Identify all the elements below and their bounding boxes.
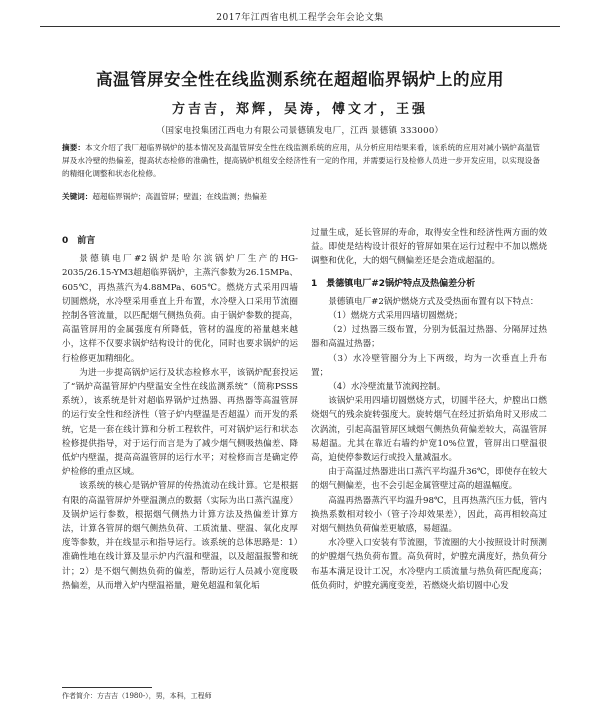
keywords-text: 超超临界锅炉；高温管屏；壁温；在线监测；热偏差 [92, 192, 268, 201]
author-footnote: 作者简介：方吉吉（1980-），男，本科，工程师 [62, 692, 212, 700]
paragraph: 由于高温过热器进出口蒸汽平均温升36℃，即使存在较大的烟气侧偏差，也不会引起金属管壁过高的超温幅度。 [311, 467, 547, 492]
abstract-text: 本文介绍了我厂超临界锅炉的基本情况及高温管屏安全性在线监测系统的应用，从分析应用结果来看，该系统的应用对减小锅炉高温管屏及水冷壁的热偏差，提高状态检修的准确性，提高锅炉机组安全经济性有一定的作用，并需要运行及检修人员进一步开发应用，以实现设备的精细化调整和状态化检修。 [62, 143, 540, 178]
list-item: （1）燃烧方式采用四墙切圆燃烧； [328, 311, 463, 322]
abstract-label: 摘要： [62, 143, 86, 152]
paragraph: 该系统的核心是锅炉管屏的传热流动在线计算。它是根据有限的高温管屏炉外壁温测点的数据（实际为出口蒸汽温度）及锅炉运行参数，根据烟气侧热力计算方法及热偏差计算方法，计算各管屏的烟气侧热负荷、工质流量、壁温、氧化皮厚度等参数，并在线显示和指导运行。该系统的总体思路是：1）准确性地在线计算及显示炉内汽温和壁温，以及超温报警和统计；2）是不烟气侧热负荷的偏差，帮助运行人员减小宽度吸热偏差，从而增入炉内壁温裕量，避免超温和氧化垢 [62, 481, 298, 591]
paper-title: 高温管屏安全性在线监测系统在超超临界锅炉上的应用 [96, 70, 504, 89]
affiliation: （国家电投集团江西电力有限公司景德镇发电厂，江西 景德镇 333000） [156, 126, 444, 136]
paragraph-continued: 过量生成，延长管屏的寿命，取得安全性和经济性两方面的效益。即使是结构设计很好的管屏如果在运行过程中不加以燃烧调整和优化，大的烟气侧偏差还是会造成超温的。 [311, 228, 547, 267]
paragraph: 高温再热器蒸汽平均温升98℃，且再热蒸汽压力低，管内换热系数相对较小（管子冷却效果差），因此，高再相较高过对烟气侧热负荷偏差更敏感，易超温。 [311, 495, 547, 535]
section-0-heading: 0 前言 [62, 236, 96, 246]
keywords [62, 190, 540, 203]
abstract [62, 141, 540, 180]
paragraph: 水冷壁入口安装有节流圈，节流圈的大小按照设计时预测的炉膛烟气热负荷布置。高负荷时，炉膛充满度好，热负荷分布基本满足设计工况，水冷壁内工质流量与热负荷匹配度高；低负荷时，炉膛充满度变差，若燃烧火焰切圆中心发 [311, 538, 547, 591]
list-item: （3）水冷壁管圈分为上下两级，均为一次垂直上升布置； [311, 353, 547, 378]
right-column [311, 226, 547, 593]
author-list: 方吉吉，郑辉，吴涛，傅文才，王强 [171, 102, 428, 117]
header-rule [40, 26, 560, 27]
footnote-rule [62, 687, 152, 688]
list-item: （4）水冷壁流量节流阀控制。 [328, 382, 446, 393]
paragraph: 该锅炉采用四墙切圆燃烧方式，切圆半径大，炉膛出口燃烧烟气的残余旋转强度大。旋转烟气在经过折焰角时又形成二次涡流，引起高温管屏区域烟气侧热负荷偏差较大，高温管屏易超温。尤其在靠近右墙约炉宽10%位置，管屏出口壁温很高，迫使停参数运行或投入量减温水。 [311, 396, 547, 464]
list-item: （2）过热器三级布置，分别为低温过热器、分隔屏过热器和高温过热器； [311, 325, 547, 350]
paragraph: 景德镇电厂#2锅炉燃烧方式及受热面布置有以下特点： [328, 296, 539, 307]
left-column [62, 226, 298, 593]
keywords-label: 关键词： [62, 192, 93, 201]
paragraph: 为进一步提高锅炉运行及状态检修水平，该锅炉配套投运了“锅炉高温管屏炉内壁温安全性在线监测系统”（简称PSSS系统），该系统是针对超临界锅炉过热器、再热器等高温管屏的运行安全性和经济性（管子炉内壁温是否超温）而开发的系统，它是一套在线计算和分析工程软件，可对锅炉运行和状态检修提供指导，对于运行而言是为了减少烟气侧吸热偏差、降低炉内壁温，提高高温管屏的运行水平；对检修而言是确定停炉检修的重点区域。 [62, 367, 298, 478]
running-header: 2017年江西省电机工程学会年会论文集 [216, 13, 384, 23]
paragraph: 景德镇电厂#2锅炉是哈尔滨锅炉厂生产的HG-2035/26.15-YM3超超临界锅炉，主蒸汽参数为26.15MPa、605℃，再热蒸汽为4.88MPa、605℃。燃烧方式采用四墙切圆燃烧，水冷壁采用垂直上升布置，水冷壁入口采用节流圈控制各管流量，以匹配烟气侧热负荷。由于锅炉参数的提高，高温管屏用的金属强度有所降低，管材的温度的裕量越来越小，这样不仅要求锅炉结构设计的优化，同时也要求锅炉的运行检修更加精细化。 [62, 254, 298, 364]
section-1-heading: 1 景德镇电厂#2锅炉特点及热偏差分析 [311, 278, 476, 289]
